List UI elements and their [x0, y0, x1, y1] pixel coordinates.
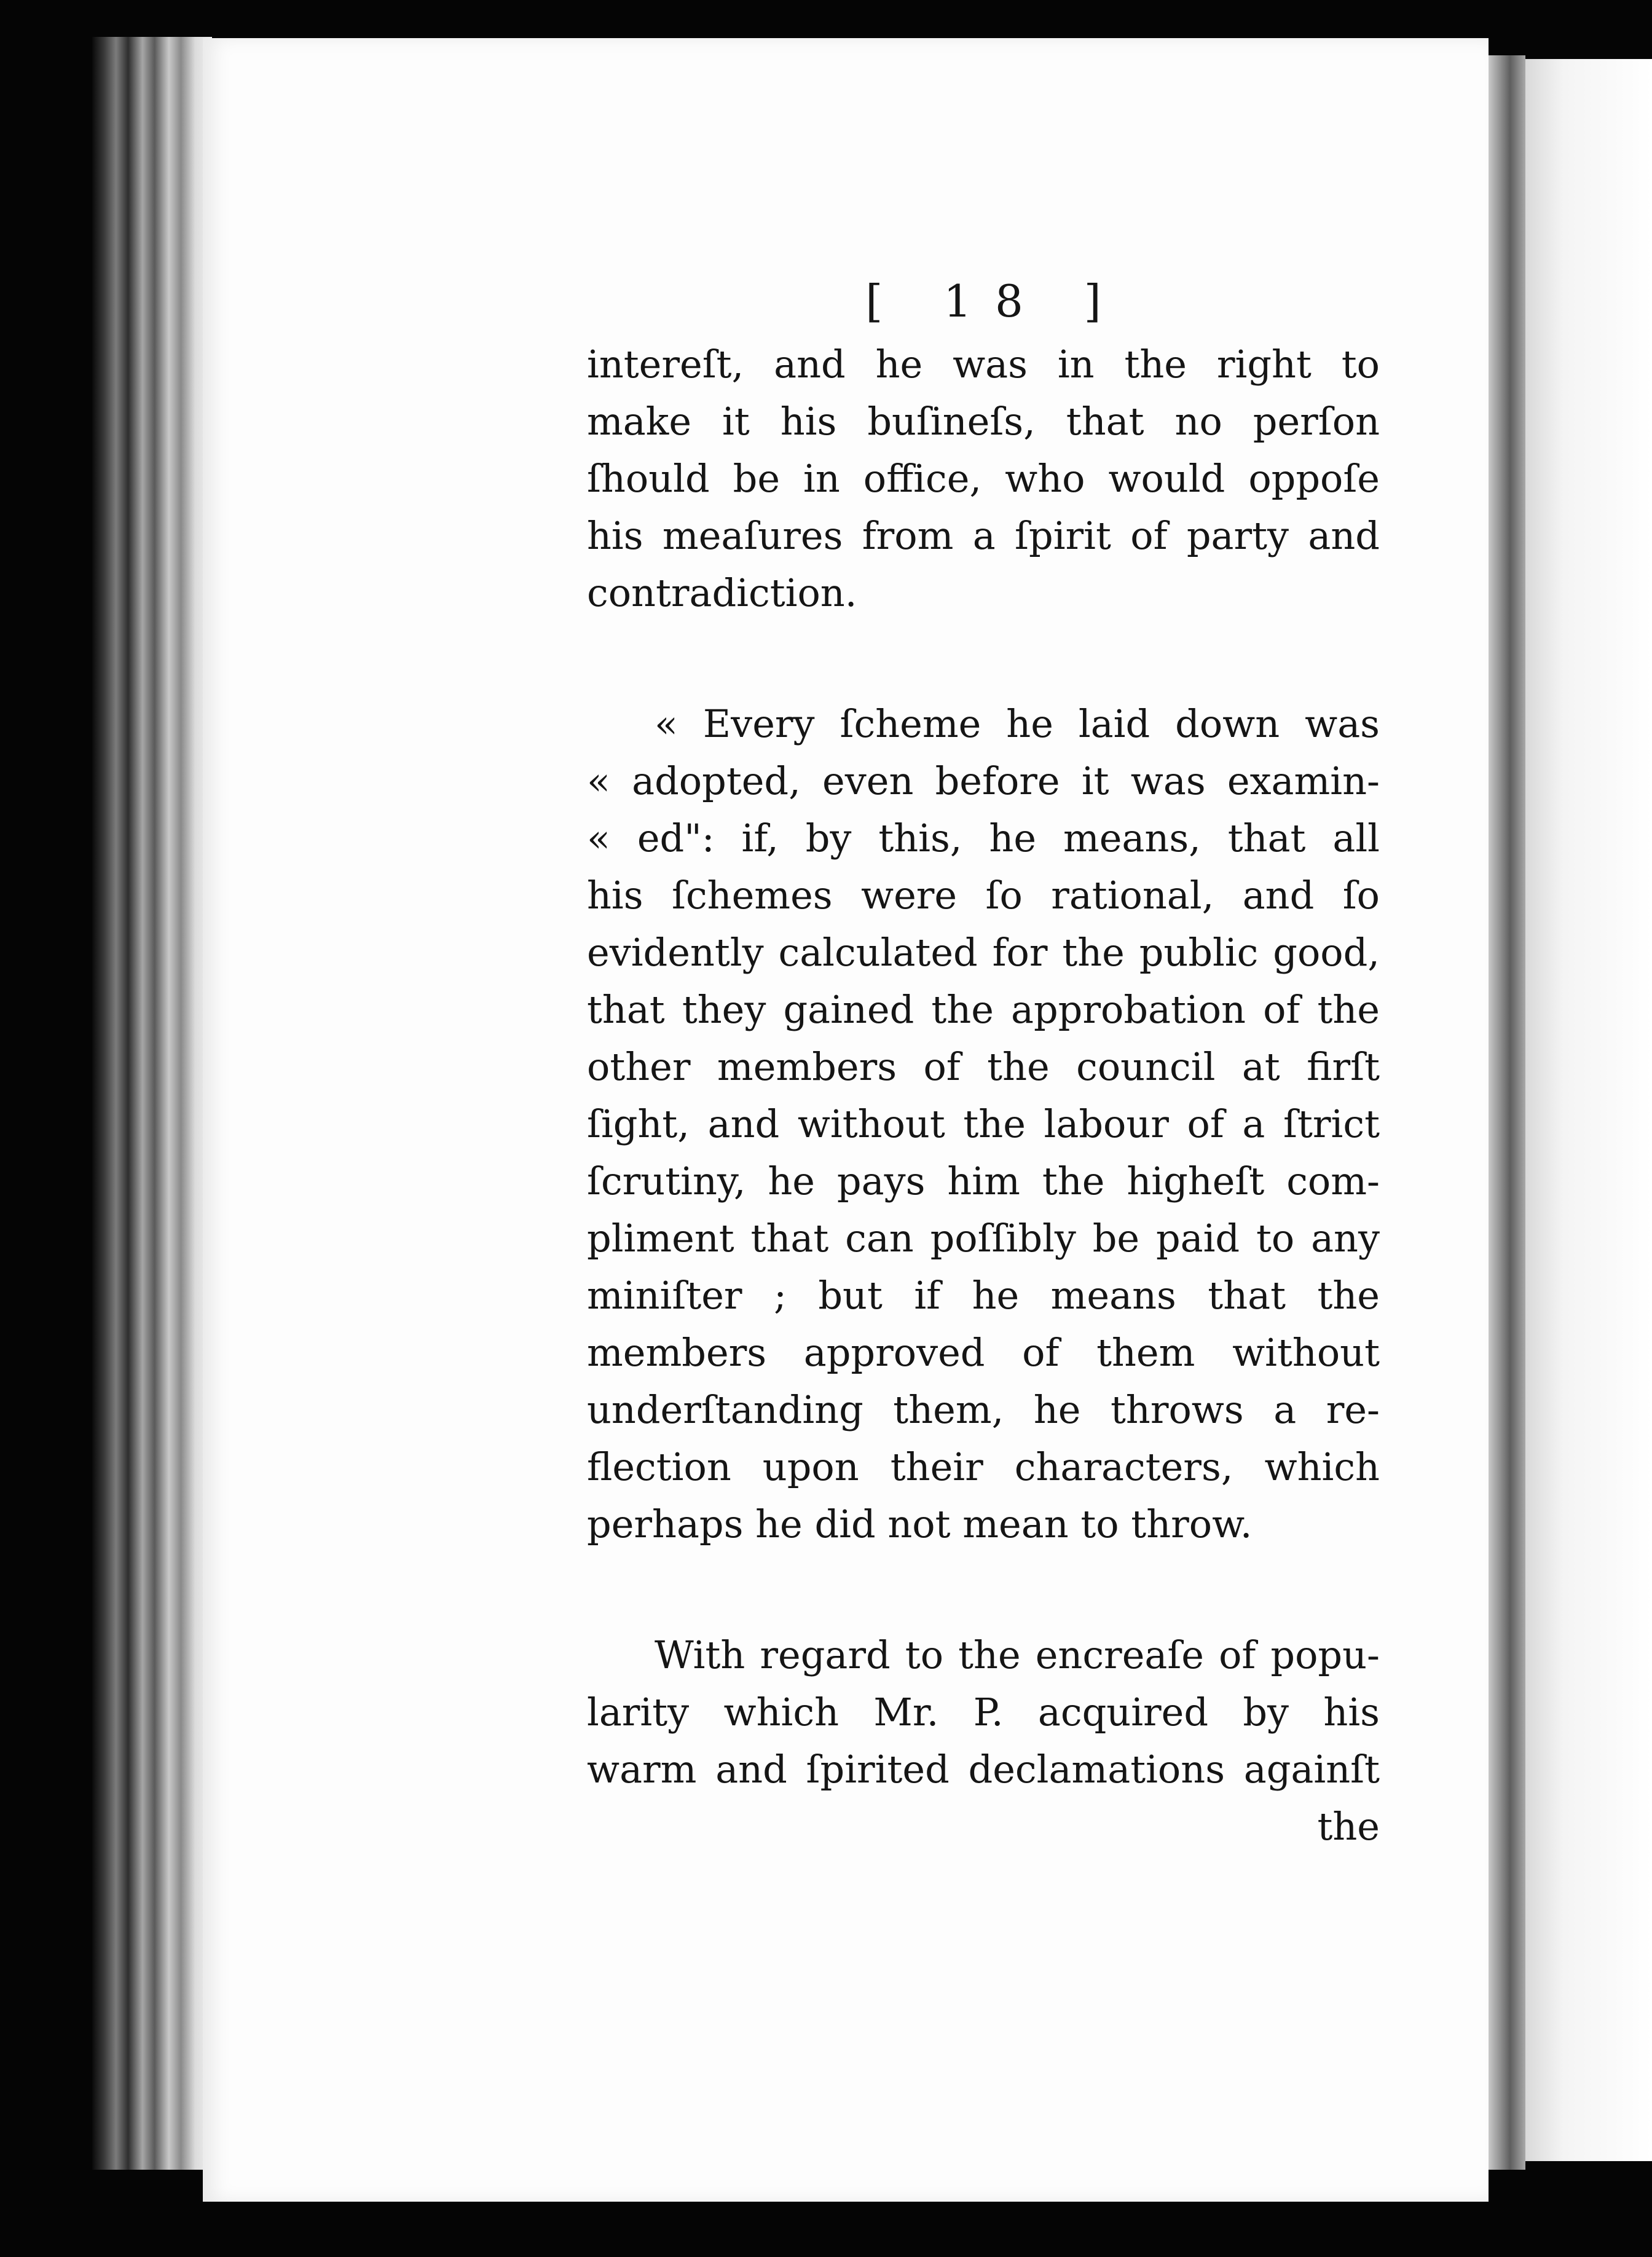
catchword: the [1317, 1804, 1380, 1849]
text-line: « Every ſcheme he laid down was [655, 701, 1380, 746]
text-line: ſcrutiny, he pays him the higheſt com- [587, 1159, 1380, 1203]
text-line: warm and ſpirited declamations againſt [587, 1747, 1380, 1792]
text-line: « adopted, even before it was examin- [587, 758, 1380, 803]
text-line: underſtanding them, he throws a re- [587, 1387, 1380, 1432]
text-line: contradiction. [587, 570, 857, 615]
text-line: make it his buſineſs, that no perſon [587, 399, 1380, 444]
paragraph-gap [587, 1553, 1380, 1626]
text-line: perhaps he did not mean to throw. [587, 1502, 1253, 1546]
adjacent-page-edge [1525, 59, 1652, 2161]
text-line: other members of the council at firſt [587, 1044, 1380, 1089]
text-line: « ed": if, by this, he means, that all [587, 816, 1380, 861]
text-line: ſight, and without the labour of a ſtrict [587, 1101, 1380, 1146]
text-line: With regard to the encreaſe of popu- [655, 1633, 1380, 1677]
page-number: [ 18 ] [865, 275, 1125, 327]
text-line: miniſter ; but if he means that the [587, 1273, 1380, 1318]
text-line: evidently calculated for the public good, [587, 930, 1380, 975]
text-line: members approved of them without [587, 1330, 1380, 1375]
text-line: intereſt, and he was in the right to [587, 342, 1380, 387]
paragraph-gap [587, 621, 1380, 695]
paragraph-1 [587, 336, 1380, 621]
text-line: his meaſures from a ſpirit of party and [587, 513, 1380, 558]
text-line: ſhould be in office, who would oppoſe [587, 456, 1380, 501]
paragraph-3 [587, 1626, 1380, 1855]
paragraph-2 [587, 695, 1380, 1553]
book-binding-edge [92, 37, 212, 2170]
page-edge-shadow [1487, 55, 1525, 2170]
text-line: his ſchemes were ſo rational, and ſo [587, 873, 1380, 918]
text-line: that they gained the approbation of the [587, 987, 1380, 1032]
text-line: flection upon their characters, which [587, 1444, 1380, 1489]
text-line: pliment that can poſſibly be paid to any [587, 1216, 1380, 1261]
page-text [587, 270, 1380, 1855]
text-line: larity which Mr. P. acquired by his [587, 1690, 1380, 1735]
